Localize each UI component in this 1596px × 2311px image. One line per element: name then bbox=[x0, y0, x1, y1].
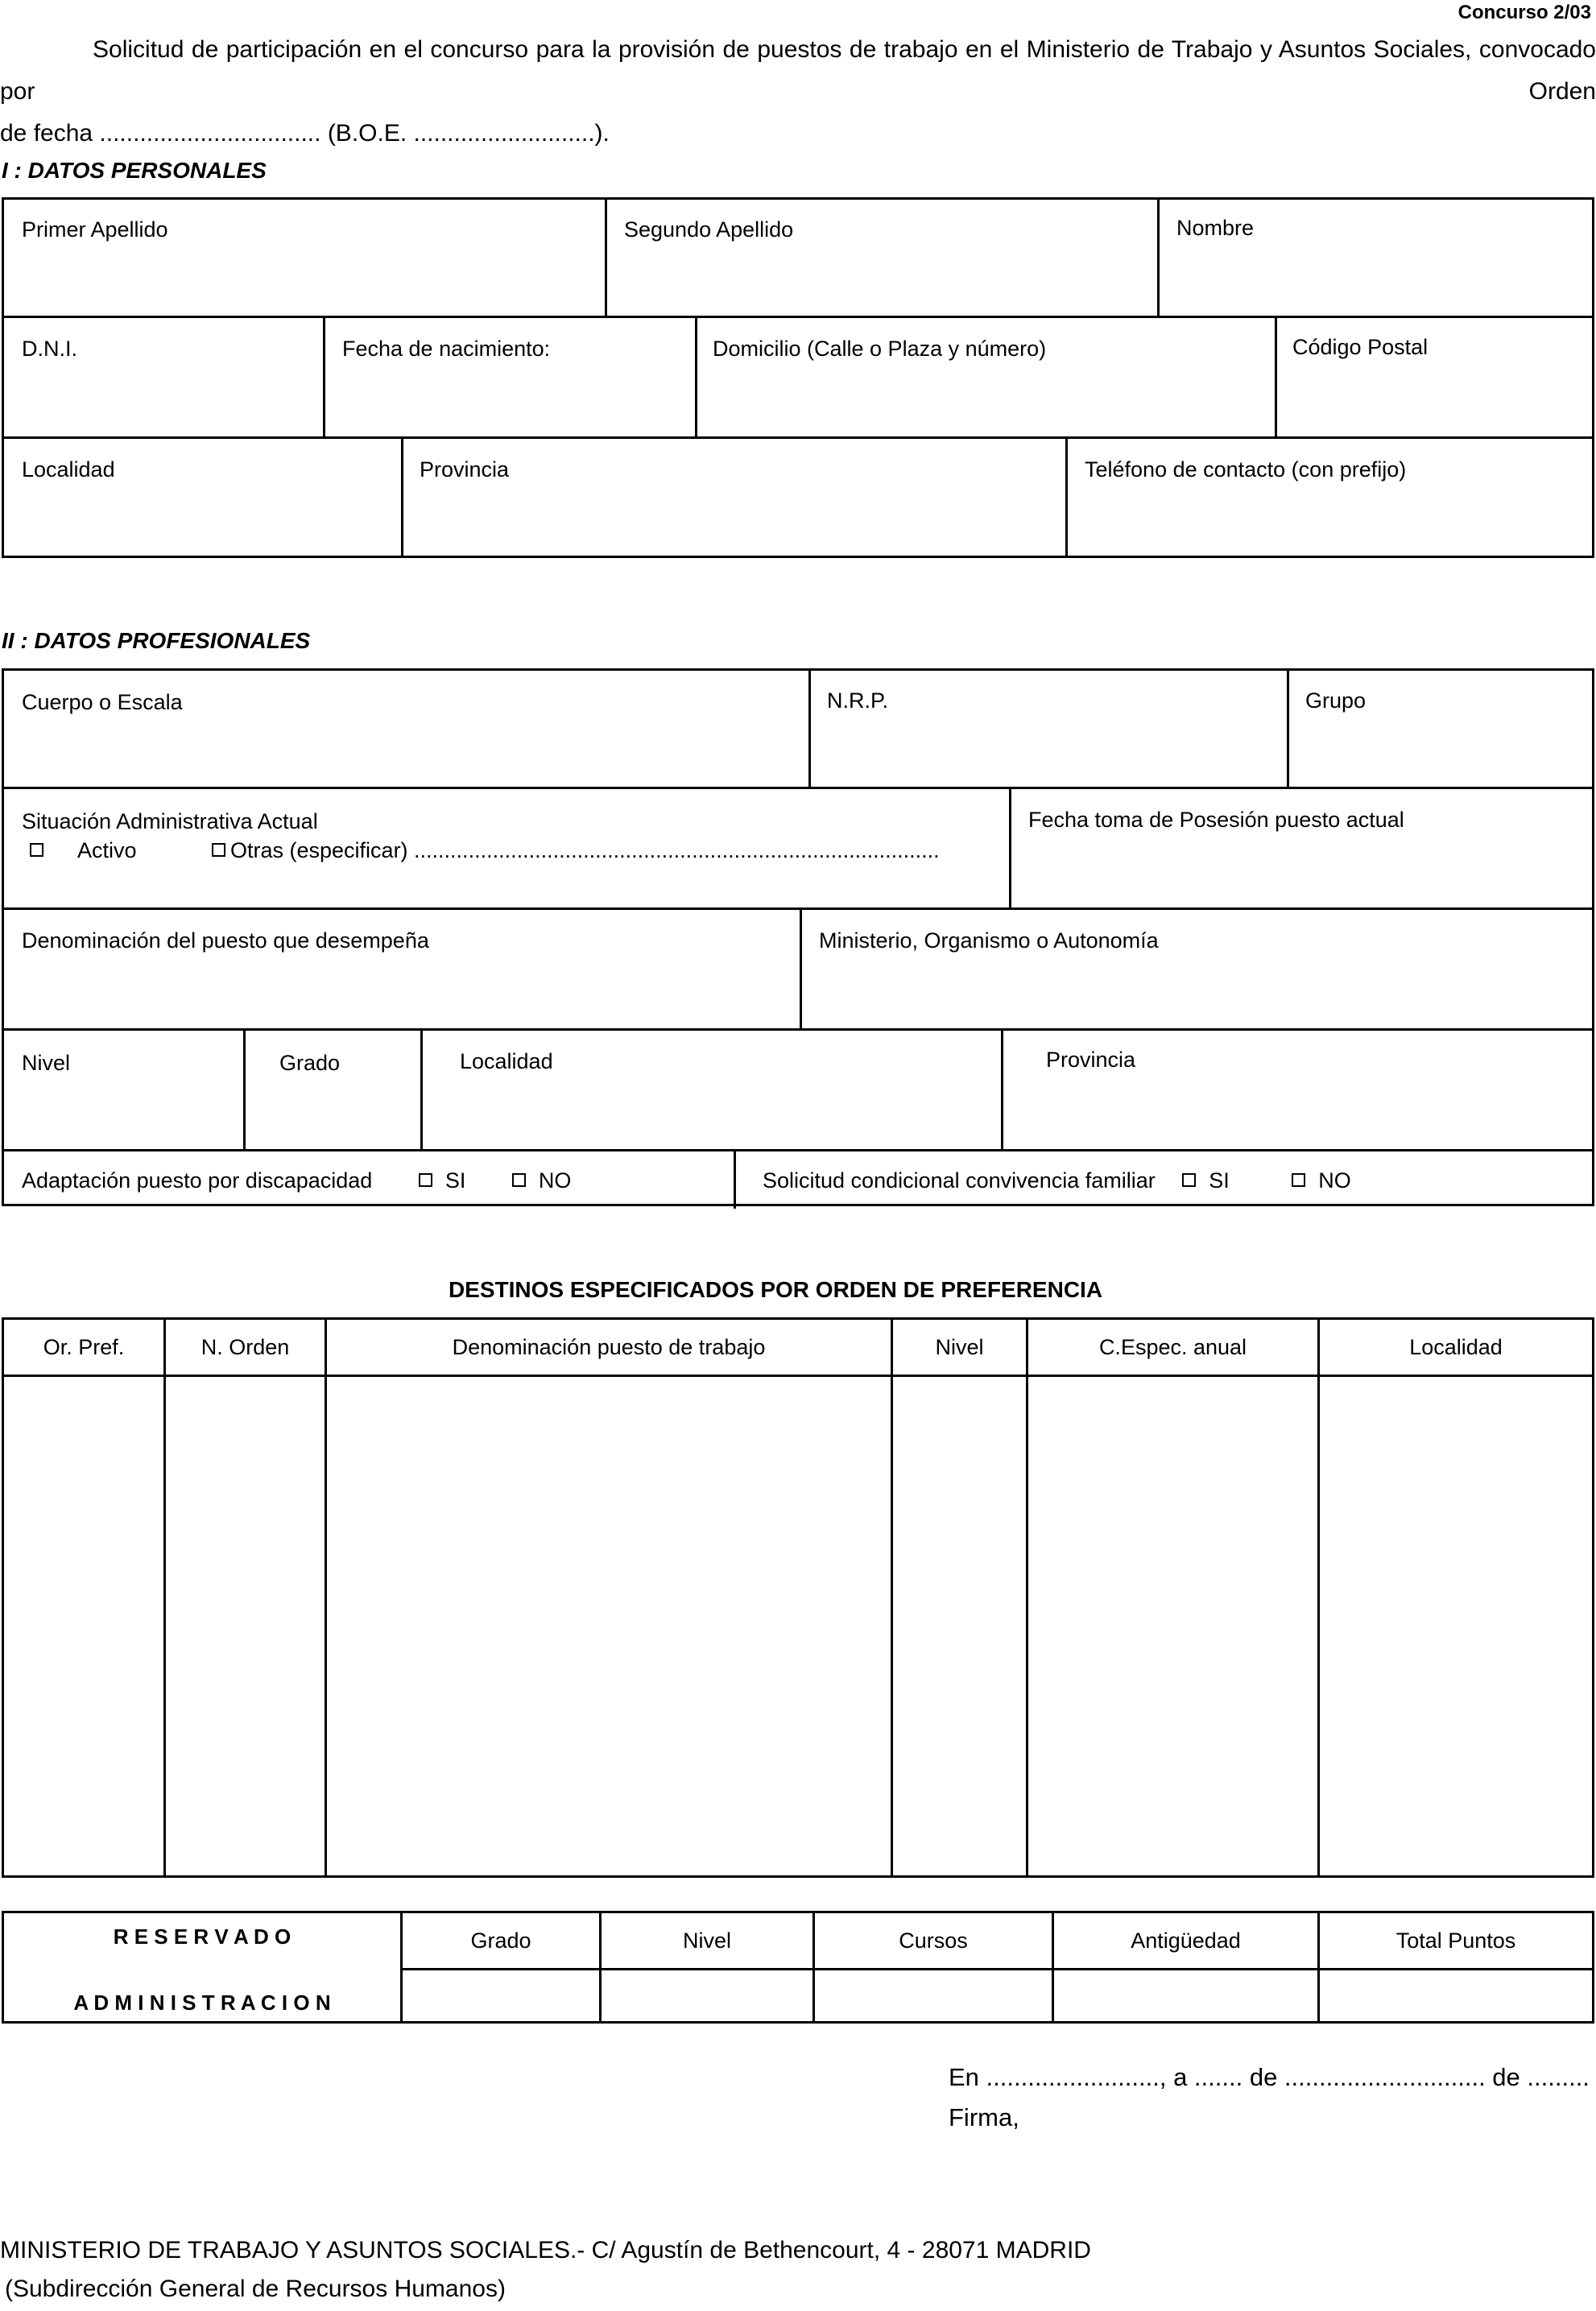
nrp-field[interactable]: N.R.P. bbox=[827, 688, 889, 713]
destinos-title bbox=[0, 1277, 1596, 1303]
intro-text bbox=[0, 29, 1596, 155]
solicitud-condicional-label: Solicitud condicional convivencia familiar bbox=[763, 1168, 1156, 1193]
segundo-apellido-field[interactable]: Segundo Apellido bbox=[624, 217, 794, 242]
section-professional-title: II : DATOS PROFESIONALES bbox=[2, 628, 311, 653]
cuerpo-escala-field[interactable]: Cuerpo o Escala bbox=[22, 690, 183, 714]
res-col-nivel: Nivel bbox=[682, 1929, 731, 1953]
footer-subdireccion: (Subdirección General de Recursos Humanos) bbox=[5, 2276, 506, 2302]
activo-checkbox[interactable] bbox=[30, 843, 43, 857]
destinos-table bbox=[2, 1317, 1594, 1878]
reservado-label: R E S E R V A D O bbox=[113, 1924, 291, 1949]
solicitud-no-label: NO bbox=[1318, 1168, 1351, 1193]
grupo-field[interactable]: Grupo bbox=[1305, 688, 1367, 713]
solicitud-si-label: SI bbox=[1209, 1168, 1230, 1193]
form-code: Concurso 2/03 bbox=[1457, 2, 1591, 23]
col-or-pref: Or. Pref. bbox=[43, 1335, 125, 1359]
reservado-table bbox=[2, 1911, 1594, 2024]
localidad-field[interactable]: Localidad bbox=[22, 457, 115, 482]
situacion-administrativa-label: Situación Administrativa Actual bbox=[22, 809, 318, 833]
telefono-field[interactable]: Teléfono de contacto (con prefijo) bbox=[1085, 457, 1407, 482]
nombre-field[interactable]: Nombre bbox=[1176, 216, 1255, 240]
personal-data-box bbox=[2, 197, 1594, 558]
res-col-total-puntos: Total Puntos bbox=[1395, 1929, 1516, 1953]
provincia-prof-field[interactable]: Provincia bbox=[1046, 1048, 1136, 1072]
col-cespec-anual: C.Espec. anual bbox=[1098, 1335, 1247, 1359]
res-col-grado: Grado bbox=[470, 1929, 531, 1953]
otras-checkbox[interactable] bbox=[212, 843, 225, 857]
adaptacion-no-label: NO bbox=[538, 1168, 572, 1193]
solicitud-no-checkbox[interactable] bbox=[1292, 1173, 1305, 1187]
fecha-nacimiento-field[interactable]: Fecha de nacimiento: bbox=[342, 337, 551, 361]
primer-apellido-field[interactable]: Primer Apellido bbox=[22, 217, 168, 242]
adaptacion-label: Adaptación puesto por discapacidad bbox=[22, 1168, 373, 1193]
solicitud-si-checkbox[interactable] bbox=[1182, 1173, 1196, 1187]
nivel-field[interactable]: Nivel bbox=[22, 1051, 71, 1075]
codigo-postal-field[interactable]: Código Postal bbox=[1292, 335, 1429, 359]
activo-label: Activo bbox=[77, 838, 137, 862]
col-nivel: Nivel bbox=[935, 1335, 984, 1359]
firma-label: Firma, bbox=[949, 2103, 1019, 2131]
solicitud-condicional bbox=[763, 1168, 1351, 1193]
adaptacion-si-label: SI bbox=[444, 1168, 466, 1193]
fecha-toma-posesion-field[interactable]: Fecha toma de Posesión puesto actual bbox=[1028, 808, 1404, 832]
intro-line-1: Solicitud de participación en el concurso para la provisión de puestos de trabajo en el Ministerio de Trabajo y Asuntos Sociales, convocado por Orden bbox=[0, 36, 1596, 105]
otras-option[interactable] bbox=[212, 838, 940, 863]
localidad-prof-field[interactable]: Localidad bbox=[460, 1049, 553, 1073]
dni-field[interactable]: D.N.I. bbox=[22, 337, 78, 361]
col-denominacion: Denominación puesto de trabajo bbox=[452, 1335, 766, 1359]
activo-option[interactable] bbox=[30, 838, 137, 863]
section-personal-title: I : DATOS PERSONALES bbox=[2, 158, 267, 183]
adaptacion-discapacidad bbox=[22, 1168, 571, 1193]
ministerio-organismo-field[interactable]: Ministerio, Organismo o Autonomía bbox=[819, 928, 1159, 953]
provincia-field[interactable]: Provincia bbox=[420, 457, 510, 482]
res-col-antiguedad: Antigüedad bbox=[1131, 1929, 1241, 1953]
grado-field[interactable]: Grado bbox=[279, 1051, 341, 1075]
res-col-cursos: Cursos bbox=[899, 1929, 968, 1953]
professional-data-box bbox=[2, 668, 1594, 1206]
denominacion-puesto-field[interactable]: Denominación del puesto que desempeña bbox=[22, 928, 429, 953]
col-n-orden: N. Orden bbox=[201, 1335, 290, 1359]
place-date-line: En ........................., a ....... de ............................. de ......... bbox=[949, 2063, 1590, 2091]
destinos-title-text: DESTINOS ESPECIFICADOS POR ORDEN DE PREFERENCIA bbox=[448, 1277, 1103, 1302]
otras-label: Otras (especificar) ....................................................................................... bbox=[230, 838, 940, 862]
intro-line-2: de fecha ................................. (B.O.E. ...........................). bbox=[0, 120, 610, 147]
administracion-label: A D M I N I S T R A C I O N bbox=[73, 1991, 331, 2015]
adaptacion-no-checkbox[interactable] bbox=[512, 1173, 526, 1187]
domicilio-field[interactable]: Domicilio (Calle o Plaza y número) bbox=[713, 337, 1047, 361]
footer-address: MINISTERIO DE TRABAJO Y ASUNTOS SOCIALES.- C/ Agustín de Bethencourt, 4 - 28071 MADRID bbox=[0, 2237, 1091, 2263]
col-localidad: Localidad bbox=[1409, 1335, 1503, 1359]
adaptacion-si-checkbox[interactable] bbox=[419, 1173, 432, 1187]
